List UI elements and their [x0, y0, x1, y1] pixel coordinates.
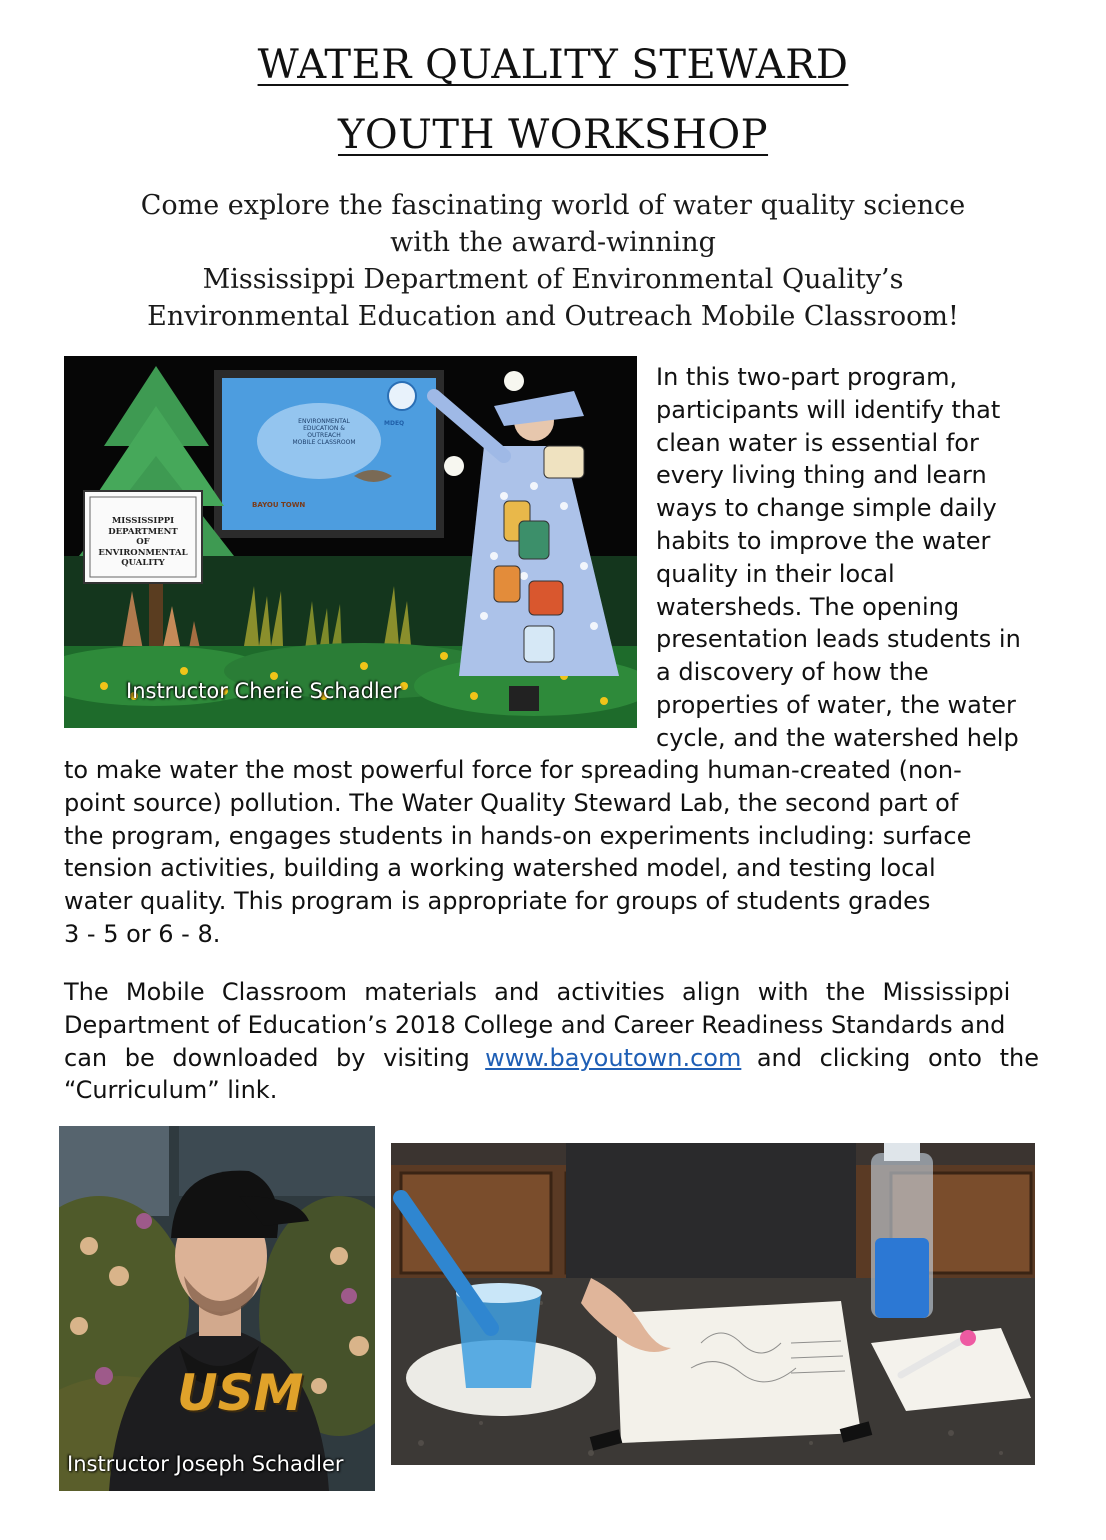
lab-activity-photo	[391, 1143, 1035, 1465]
paragraph-line: “Curriculum” link.	[64, 1076, 278, 1105]
shirt-logo: USM	[177, 1364, 304, 1422]
program-description-top	[656, 361, 1021, 755]
screen-line: EDUCATION &	[303, 425, 345, 432]
paragraph-line: 3 - 5 or 6 - 8.	[64, 919, 221, 948]
paragraph-line: ways to change simple daily	[656, 494, 997, 523]
title-line-2: YOUTH WORKSHOP	[337, 112, 769, 158]
screen-brand: BAYOU TOWN	[252, 501, 306, 509]
paragraph-line: to make water the most powerful force for spreading human-created (non-	[64, 756, 962, 784]
paragraph-line: tension activities, building a working watershed model, and testing local	[64, 854, 936, 883]
paragraph-line: the program, engages students in hands-on experiments including: surface	[64, 821, 972, 850]
intro-line: Come explore the fascinating world of water quality science	[140, 190, 966, 221]
paragraph-line: In this two-part program,	[656, 363, 958, 391]
paragraph-line: a discovery of how the	[656, 658, 929, 687]
photo-caption: Instructor Joseph Schadler	[67, 1452, 344, 1476]
paragraph-line: water quality. This program is appropriate for groups of students grades	[64, 887, 931, 916]
mdeq-sign	[86, 516, 200, 569]
screen-line: OUTREACH	[307, 432, 341, 439]
intro-line: Environmental Education and Outreach Mobile Classroom!	[147, 301, 959, 332]
paragraph-line: point source) pollution. The Water Quality Steward Lab, the second part of	[64, 788, 959, 817]
intro-text	[0, 187, 1106, 335]
paragraph-line: participants will identify that	[656, 395, 1001, 424]
program-description-bottom	[64, 754, 971, 951]
photo-caption: Instructor Cherie Schadler	[126, 679, 402, 703]
sign-line: ENVIRONMENTAL	[98, 547, 188, 558]
paragraph-line: cycle, and the watershed help	[656, 723, 1019, 752]
intro-line: Mississippi Department of Environmental Quality’s	[202, 264, 904, 295]
instructor-joseph-photo	[59, 1126, 375, 1491]
sign-line: QUALITY	[121, 558, 165, 568]
text-after-link: and clicking onto the	[756, 1043, 1039, 1072]
paragraph-line: clean water is essential for	[656, 428, 979, 457]
paragraph-line: every living thing and learn	[656, 461, 987, 490]
lab-activity-illustration	[391, 1143, 1035, 1465]
paragraph-line: The Mobile Classroom materials and activities align with the Mississippi	[64, 978, 1011, 1006]
title-line-1: WATER QUALITY STEWARD	[257, 42, 849, 88]
mdeq-badge: MDEQ	[384, 420, 405, 427]
paragraph-line: Department of Education’s 2018 College and Career Readiness Standards and	[64, 1010, 1006, 1039]
sign-line: OF	[136, 537, 150, 547]
paragraph-line: quality in their local	[656, 559, 895, 588]
intro-line: with the award-winning	[390, 227, 716, 258]
text-before-link: can be downloaded by visiting	[64, 1043, 470, 1072]
instructor-joseph-illustration	[59, 1126, 375, 1491]
paragraph-line: watersheds. The opening	[656, 592, 960, 621]
sign-line: MISSISSIPPI	[111, 516, 175, 526]
screen-line: ENVIRONMENTAL	[298, 418, 350, 425]
paragraph-line	[64, 1042, 1039, 1075]
sign-line: DEPARTMENT	[108, 526, 178, 537]
screen-text	[264, 418, 384, 446]
paragraph-line: habits to improve the water	[656, 526, 991, 555]
bayoutown-link[interactable]: www.bayoutown.com	[485, 1043, 742, 1072]
classroom-display-photo	[64, 356, 637, 728]
paragraph-line: properties of water, the water	[656, 690, 1016, 719]
paragraph-line: presentation leads students in	[656, 625, 1021, 654]
curriculum-paragraph	[64, 976, 1039, 1107]
screen-line: MOBILE CLASSROOM	[292, 439, 356, 446]
